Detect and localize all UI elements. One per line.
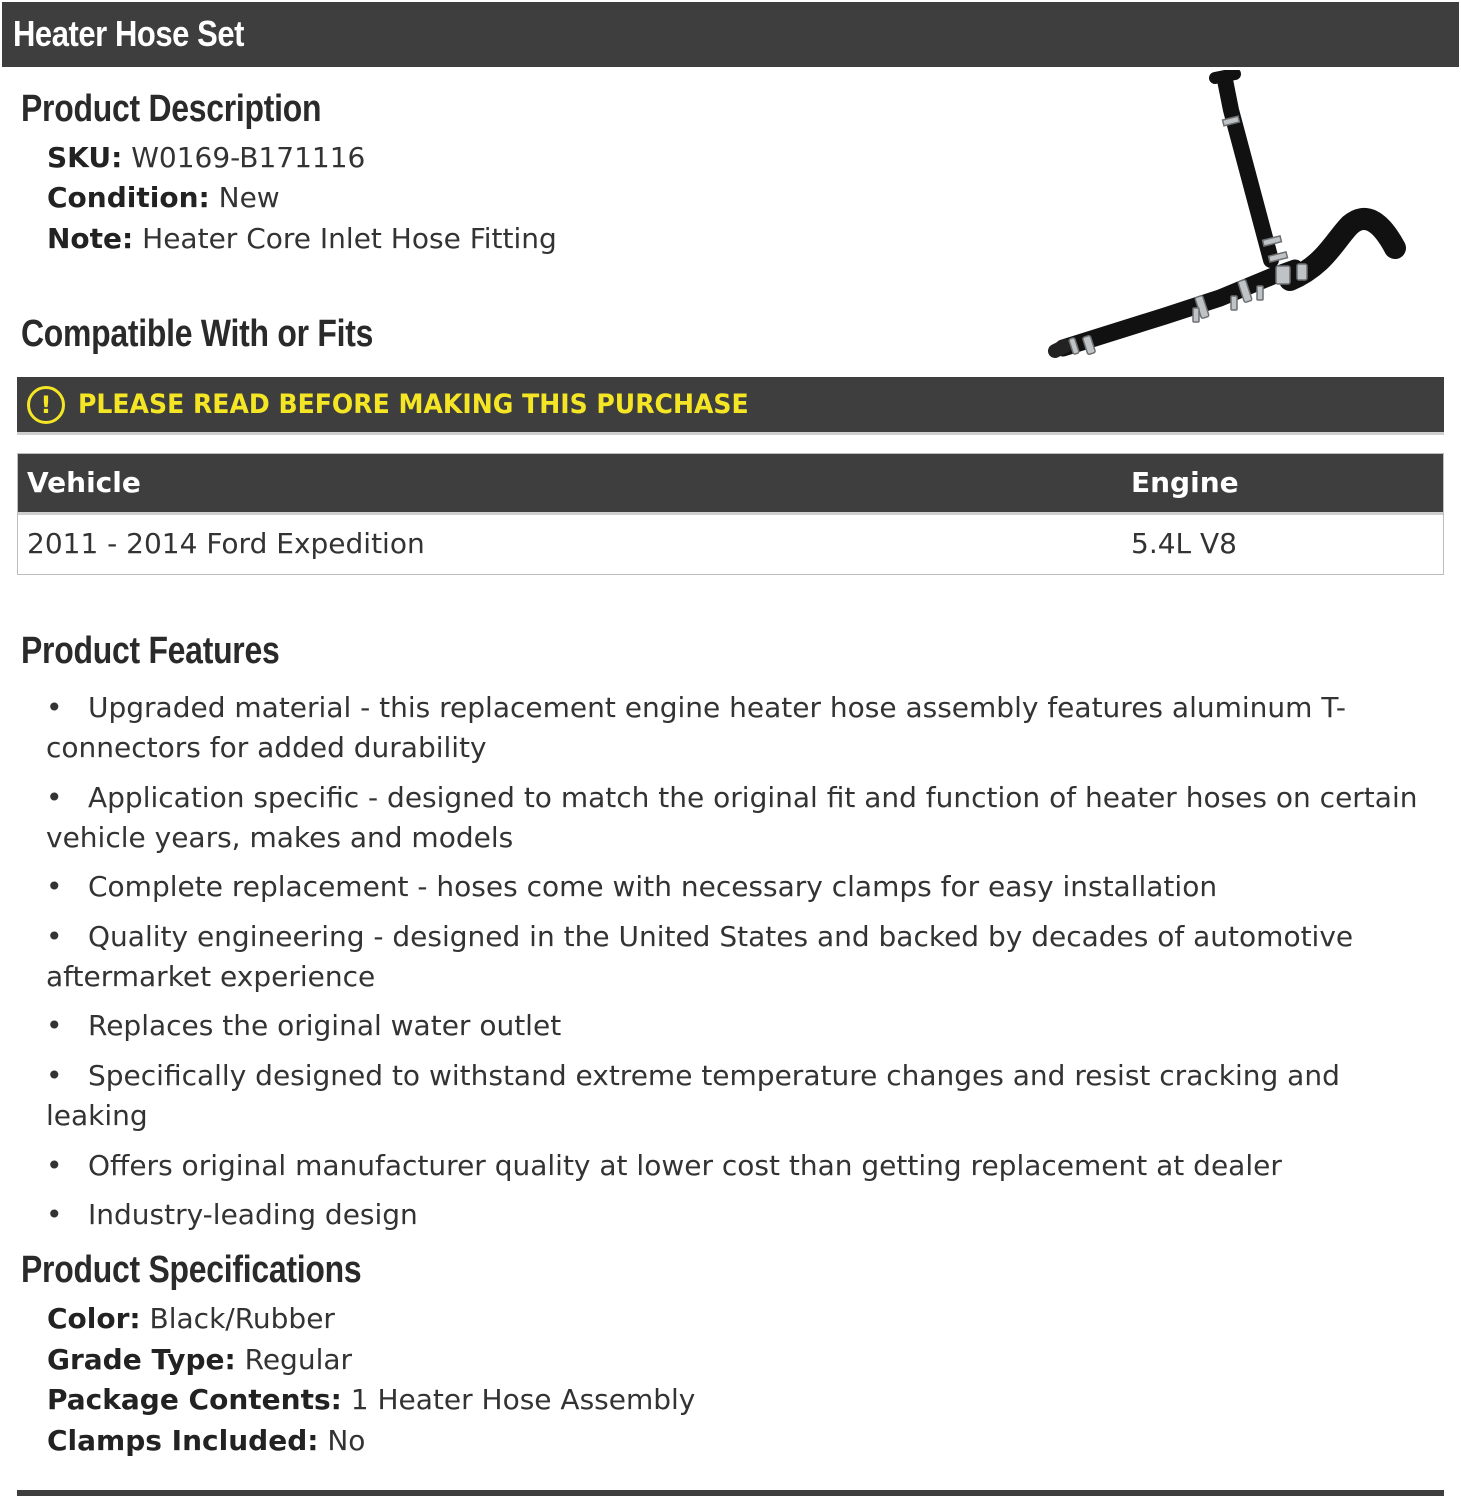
fitment-table xyxy=(17,453,1444,575)
list-item: • Quality engineering - designed in the United States and backed by decades of automotive aftermarket experience xyxy=(46,919,1354,993)
color-value: Black/Rubber xyxy=(140,1302,335,1335)
vehicle-column-header: Vehicle xyxy=(27,466,141,499)
sku-label: SKU: xyxy=(47,141,123,174)
vehicle-cell: 2011 - 2014 Ford Expedition xyxy=(27,527,425,560)
compatible-heading: Compatible With or Fits xyxy=(21,313,374,355)
warning-icon: ! xyxy=(27,386,65,424)
feature-text: Quality engineering - designed in the United States and backed by decades of automotive aftermarket experience xyxy=(46,919,1354,993)
bottom-divider xyxy=(17,1490,1444,1496)
clamps-value: No xyxy=(318,1424,366,1457)
contents-line xyxy=(47,1380,695,1420)
feature-text: Specifically designed to withstand extreme temperature changes and resist cracking and leaking xyxy=(46,1058,1340,1132)
feature-text: Replaces the original water outlet xyxy=(88,1009,562,1043)
grade-label: Grade Type: xyxy=(47,1343,236,1376)
list-item: • Replaces the original water outlet xyxy=(46,1009,562,1043)
note-value: Heater Core Inlet Hose Fitting xyxy=(133,222,557,255)
sku-line xyxy=(47,138,365,178)
list-item: • Industry-leading design xyxy=(46,1198,418,1232)
grade-line xyxy=(47,1340,352,1380)
color-label: Color: xyxy=(47,1302,141,1335)
warning-text: PLEASE READ BEFORE MAKING THIS PURCHASE xyxy=(78,389,749,420)
contents-label: Package Contents: xyxy=(47,1383,342,1416)
feature-text: Application specific - designed to match the original fit and function of heater hoses on certain vehicle years, makes and models xyxy=(46,780,1418,854)
list-item: • Upgraded material - this replacement engine heater hose assembly features aluminum T-connectors for added durability xyxy=(46,691,1346,764)
product-features-heading: Product Features xyxy=(21,630,280,672)
heater-hose-image xyxy=(1045,70,1415,365)
feature-text: Upgraded material - this replacement engine heater hose assembly features aluminum T-connectors for added durability xyxy=(46,691,1346,764)
warning-banner xyxy=(17,377,1444,435)
color-line xyxy=(47,1299,335,1339)
condition-label: Condition: xyxy=(47,181,210,214)
page-title: Heater Hose Set xyxy=(13,13,245,54)
condition-line xyxy=(47,178,280,218)
engine-cell: 5.4L V8 xyxy=(1131,527,1237,560)
list-item: • Complete replacement - hoses come with necessary clamps for easy installation xyxy=(46,870,1218,904)
sku-value: W0169-B171116 xyxy=(122,141,366,174)
list-item: • Application specific - designed to match the original fit and function of heater hoses on certain vehicle years, makes and models xyxy=(46,780,1418,854)
engine-column-header: Engine xyxy=(1131,466,1239,499)
features-list xyxy=(46,688,1426,1245)
clamps-label: Clamps Included: xyxy=(47,1424,319,1457)
clamps-line xyxy=(47,1421,365,1461)
feature-text: Industry-leading design xyxy=(88,1198,418,1232)
grade-value: Regular xyxy=(235,1343,353,1376)
note-line xyxy=(47,219,557,259)
condition-value: New xyxy=(209,181,280,214)
feature-text: Offers original manufacturer quality at lower cost than getting replacement at dealer xyxy=(88,1148,1282,1182)
note-label: Note: xyxy=(47,222,134,255)
list-item: • Offers original manufacturer quality at lower cost than getting replacement at dealer xyxy=(46,1148,1282,1182)
title-bar xyxy=(2,2,1459,67)
fitment-table-header xyxy=(18,454,1443,515)
product-description-heading: Product Description xyxy=(21,88,322,130)
list-item: • Specifically designed to withstand extreme temperature changes and resist cracking and leaking xyxy=(46,1058,1340,1132)
feature-text: Complete replacement - hoses come with necessary clamps for easy installation xyxy=(88,870,1218,904)
product-specifications-heading: Product Specifications xyxy=(21,1249,362,1291)
contents-value: 1 Heater Hose Assembly xyxy=(341,1383,696,1416)
